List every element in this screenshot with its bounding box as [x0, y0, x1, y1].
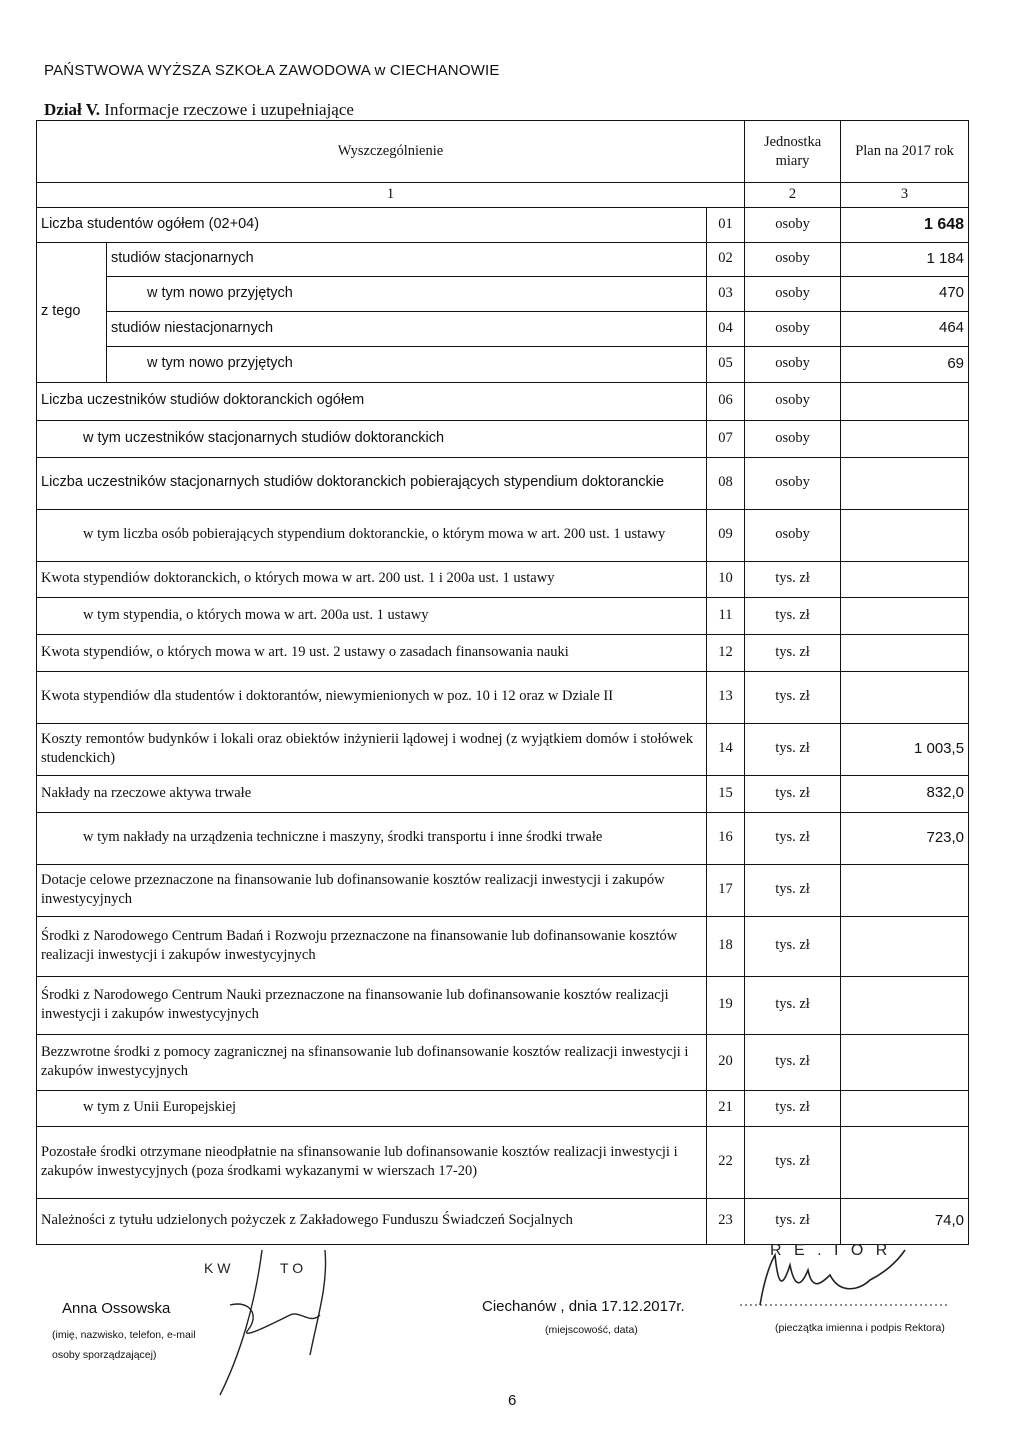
row-unit: tys. zł [745, 812, 841, 864]
row-value [841, 1126, 969, 1198]
row-value [841, 1034, 969, 1090]
table-row [37, 276, 969, 311]
row-desc: Kwota stypendiów, o których mowa w art. 19 ust. 2 ustawy o zasadach finansowania nauki [37, 634, 707, 671]
table-row [37, 382, 969, 420]
row-value: 470 [841, 276, 969, 311]
preparer-name: Anna Ossowska [62, 1300, 171, 1317]
row-desc: w tym uczestników stacjonarnych studiów doktoranckich [37, 420, 707, 457]
row-desc: w tym stypendia, o których mowa w art. 200a ust. 1 ustawy [37, 597, 707, 634]
row-value: 464 [841, 311, 969, 346]
info-table [36, 120, 969, 1245]
col-index-3: 3 [841, 183, 969, 208]
header-plan: Plan na 2017 rok [841, 121, 969, 183]
row-number: 13 [707, 671, 745, 723]
table-row [37, 597, 969, 634]
rector-stamp-signature [720, 1235, 960, 1315]
row-value [841, 916, 969, 976]
table-row [37, 1034, 969, 1090]
row-number: 15 [707, 775, 745, 812]
row-number: 20 [707, 1034, 745, 1090]
row-unit: osoby [745, 207, 841, 242]
row-number: 04 [707, 311, 745, 346]
table-row [37, 346, 969, 382]
preparer-signature [200, 1245, 340, 1410]
row-unit: tys. zł [745, 671, 841, 723]
table-row [37, 1090, 969, 1126]
table-row [37, 671, 969, 723]
row-number: 10 [707, 561, 745, 597]
row-unit: tys. zł [745, 916, 841, 976]
section-heading [44, 100, 354, 120]
row-number: 12 [707, 634, 745, 671]
row-value [841, 457, 969, 509]
row-desc: Liczba studentów ogółem (02+04) [37, 207, 707, 242]
table-row [37, 311, 969, 346]
place-date-caption: (miejscowość, data) [545, 1324, 638, 1336]
row-unit: tys. zł [745, 976, 841, 1034]
row-desc: studiów stacjonarnych [107, 242, 707, 276]
table-row [37, 207, 969, 242]
row-unit: tys. zł [745, 775, 841, 812]
row-unit: tys. zł [745, 1090, 841, 1126]
row-desc: Należności z tytułu udzielonych pożyczek z Zakładowego Funduszu Świadczeń Socjalnych [37, 1198, 707, 1244]
row-unit: osoby [745, 420, 841, 457]
row-desc: Pozostałe środki otrzymane nieodpłatnie na sfinansowanie lub dofinansowanie kosztów realizacji inwestycji i zakupów inwestycyjnych (poza środkami wykazanymi w wierszach 17-20) [37, 1126, 707, 1198]
row-unit: osoby [745, 276, 841, 311]
row-value: 723,0 [841, 812, 969, 864]
table-row [37, 457, 969, 509]
row-desc: Środki z Narodowego Centrum Nauki przeznaczone na finansowanie lub dofinansowanie kosztów realizacji inwestycji i zakupów inwestycyjnych [37, 976, 707, 1034]
table-row [37, 1126, 969, 1198]
table-row [37, 242, 969, 276]
row-unit: osoby [745, 382, 841, 420]
row-unit: tys. zł [745, 1034, 841, 1090]
section-prefix: Dział V. [44, 100, 101, 119]
row-number: 22 [707, 1126, 745, 1198]
row-desc: Liczba uczestników studiów doktoranckich ogółem [37, 382, 707, 420]
col-index-1: 1 [37, 183, 745, 208]
row-number: 21 [707, 1090, 745, 1126]
row-unit: tys. zł [745, 864, 841, 916]
page-number: 6 [508, 1392, 517, 1409]
row-unit: tys. zł [745, 1126, 841, 1198]
row-unit: osoby [745, 346, 841, 382]
row-number: 09 [707, 509, 745, 561]
row-desc: Koszty remontów budynków i lokali oraz obiektów inżynierii lądowej i wodnej (z wyjątkiem domów i stołówek studenckich) [37, 723, 707, 775]
row-number: 19 [707, 976, 745, 1034]
row-value [841, 634, 969, 671]
row-unit: tys. zł [745, 634, 841, 671]
row-value: 1 184 [841, 242, 969, 276]
row-unit: osoby [745, 457, 841, 509]
row-value [841, 420, 969, 457]
row-number: 18 [707, 916, 745, 976]
preparer-caption: (imię, nazwisko, telefon, e-mail osoby sporządzającej) [52, 1329, 196, 1361]
row-desc: w tym nowo przyjętych [107, 346, 707, 382]
table-row [37, 812, 969, 864]
section-title: Informacje rzeczowe i uzupełniające [104, 100, 354, 119]
row-value: 832,0 [841, 775, 969, 812]
row-desc: studiów niestacjonarnych [107, 311, 707, 346]
row-unit: tys. zł [745, 597, 841, 634]
z-tego-label: z tego [37, 242, 107, 382]
row-unit: osoby [745, 242, 841, 276]
table-row [37, 775, 969, 812]
row-number: 03 [707, 276, 745, 311]
row-desc: Kwota stypendiów doktoranckich, o których mowa w art. 200 ust. 1 i 200a ust. 1 ustawy [37, 561, 707, 597]
row-number: 14 [707, 723, 745, 775]
svg-text:T O: T O [280, 1260, 304, 1276]
row-value [841, 597, 969, 634]
rector-caption: (pieczątka imienna i podpis Rektora) [775, 1322, 945, 1334]
row-value: 1 003,5 [841, 723, 969, 775]
row-value [841, 864, 969, 916]
table-row [37, 976, 969, 1034]
table-row [37, 864, 969, 916]
row-number: 23 [707, 1198, 745, 1244]
row-value [841, 976, 969, 1034]
row-number: 08 [707, 457, 745, 509]
row-unit: tys. zł [745, 1198, 841, 1244]
header-unit: Jednostka miary [745, 121, 841, 183]
row-number: 17 [707, 864, 745, 916]
row-unit: tys. zł [745, 723, 841, 775]
row-unit: osoby [745, 509, 841, 561]
table-row [37, 916, 969, 976]
row-desc: w tym z Unii Europejskiej [37, 1090, 707, 1126]
row-number: 11 [707, 597, 745, 634]
table-row [37, 561, 969, 597]
table-row [37, 634, 969, 671]
header-desc: Wyszczególnienie [37, 121, 745, 183]
institution-name: PAŃSTWOWA WYŻSZA SZKOŁA ZAWODOWA w CIECHANOWIE [44, 62, 500, 79]
svg-text:K W: K W [204, 1260, 231, 1276]
row-value: 69 [841, 346, 969, 382]
row-value [841, 509, 969, 561]
row-value: 74,0 [841, 1198, 969, 1244]
row-value [841, 561, 969, 597]
row-value [841, 1090, 969, 1126]
place-date: Ciechanów , dnia 17.12.2017r. [482, 1298, 685, 1315]
row-desc: Kwota stypendiów dla studentów i doktorantów, niewymienionych w poz. 10 i 12 oraz w Dziale II [37, 671, 707, 723]
row-desc: w tym liczba osób pobierających stypendium doktoranckie, o którym mowa w art. 200 ust. 1 ustawy [37, 509, 707, 561]
row-number: 07 [707, 420, 745, 457]
row-desc: Dotacje celowe przeznaczone na finansowanie lub dofinansowanie kosztów realizacji inwestycji i zakupów inwestycyjnych [37, 864, 707, 916]
row-number: 05 [707, 346, 745, 382]
table-row [37, 420, 969, 457]
svg-text:R E . I O R: R E . I O R [770, 1242, 892, 1259]
row-number: 01 [707, 207, 745, 242]
col-index-2: 2 [745, 183, 841, 208]
row-desc: w tym nowo przyjętych [107, 276, 707, 311]
row-desc: Nakłady na rzeczowe aktywa trwałe [37, 775, 707, 812]
table-row [37, 509, 969, 561]
row-value [841, 382, 969, 420]
row-desc: w tym nakłady na urządzenia techniczne i maszyny, środki transportu i inne środki trwałe [37, 812, 707, 864]
row-desc: Bezzwrotne środki z pomocy zagranicznej na sfinansowanie lub dofinansowanie kosztów realizacji inwestycji i zakupów inwestycyjnych [37, 1034, 707, 1090]
table-row [37, 723, 969, 775]
row-value [841, 671, 969, 723]
row-number: 16 [707, 812, 745, 864]
row-number: 02 [707, 242, 745, 276]
row-value: 1 648 [841, 207, 969, 242]
row-desc: Liczba uczestników stacjonarnych studiów doktoranckich pobierających stypendium doktoranckie [37, 457, 707, 509]
row-number: 06 [707, 382, 745, 420]
row-unit: osoby [745, 311, 841, 346]
row-unit: tys. zł [745, 561, 841, 597]
row-desc: Środki z Narodowego Centrum Badań i Rozwoju przeznaczone na finansowanie lub dofinansowanie kosztów realizacji inwestycji i zakupów inwestycyjnych [37, 916, 707, 976]
